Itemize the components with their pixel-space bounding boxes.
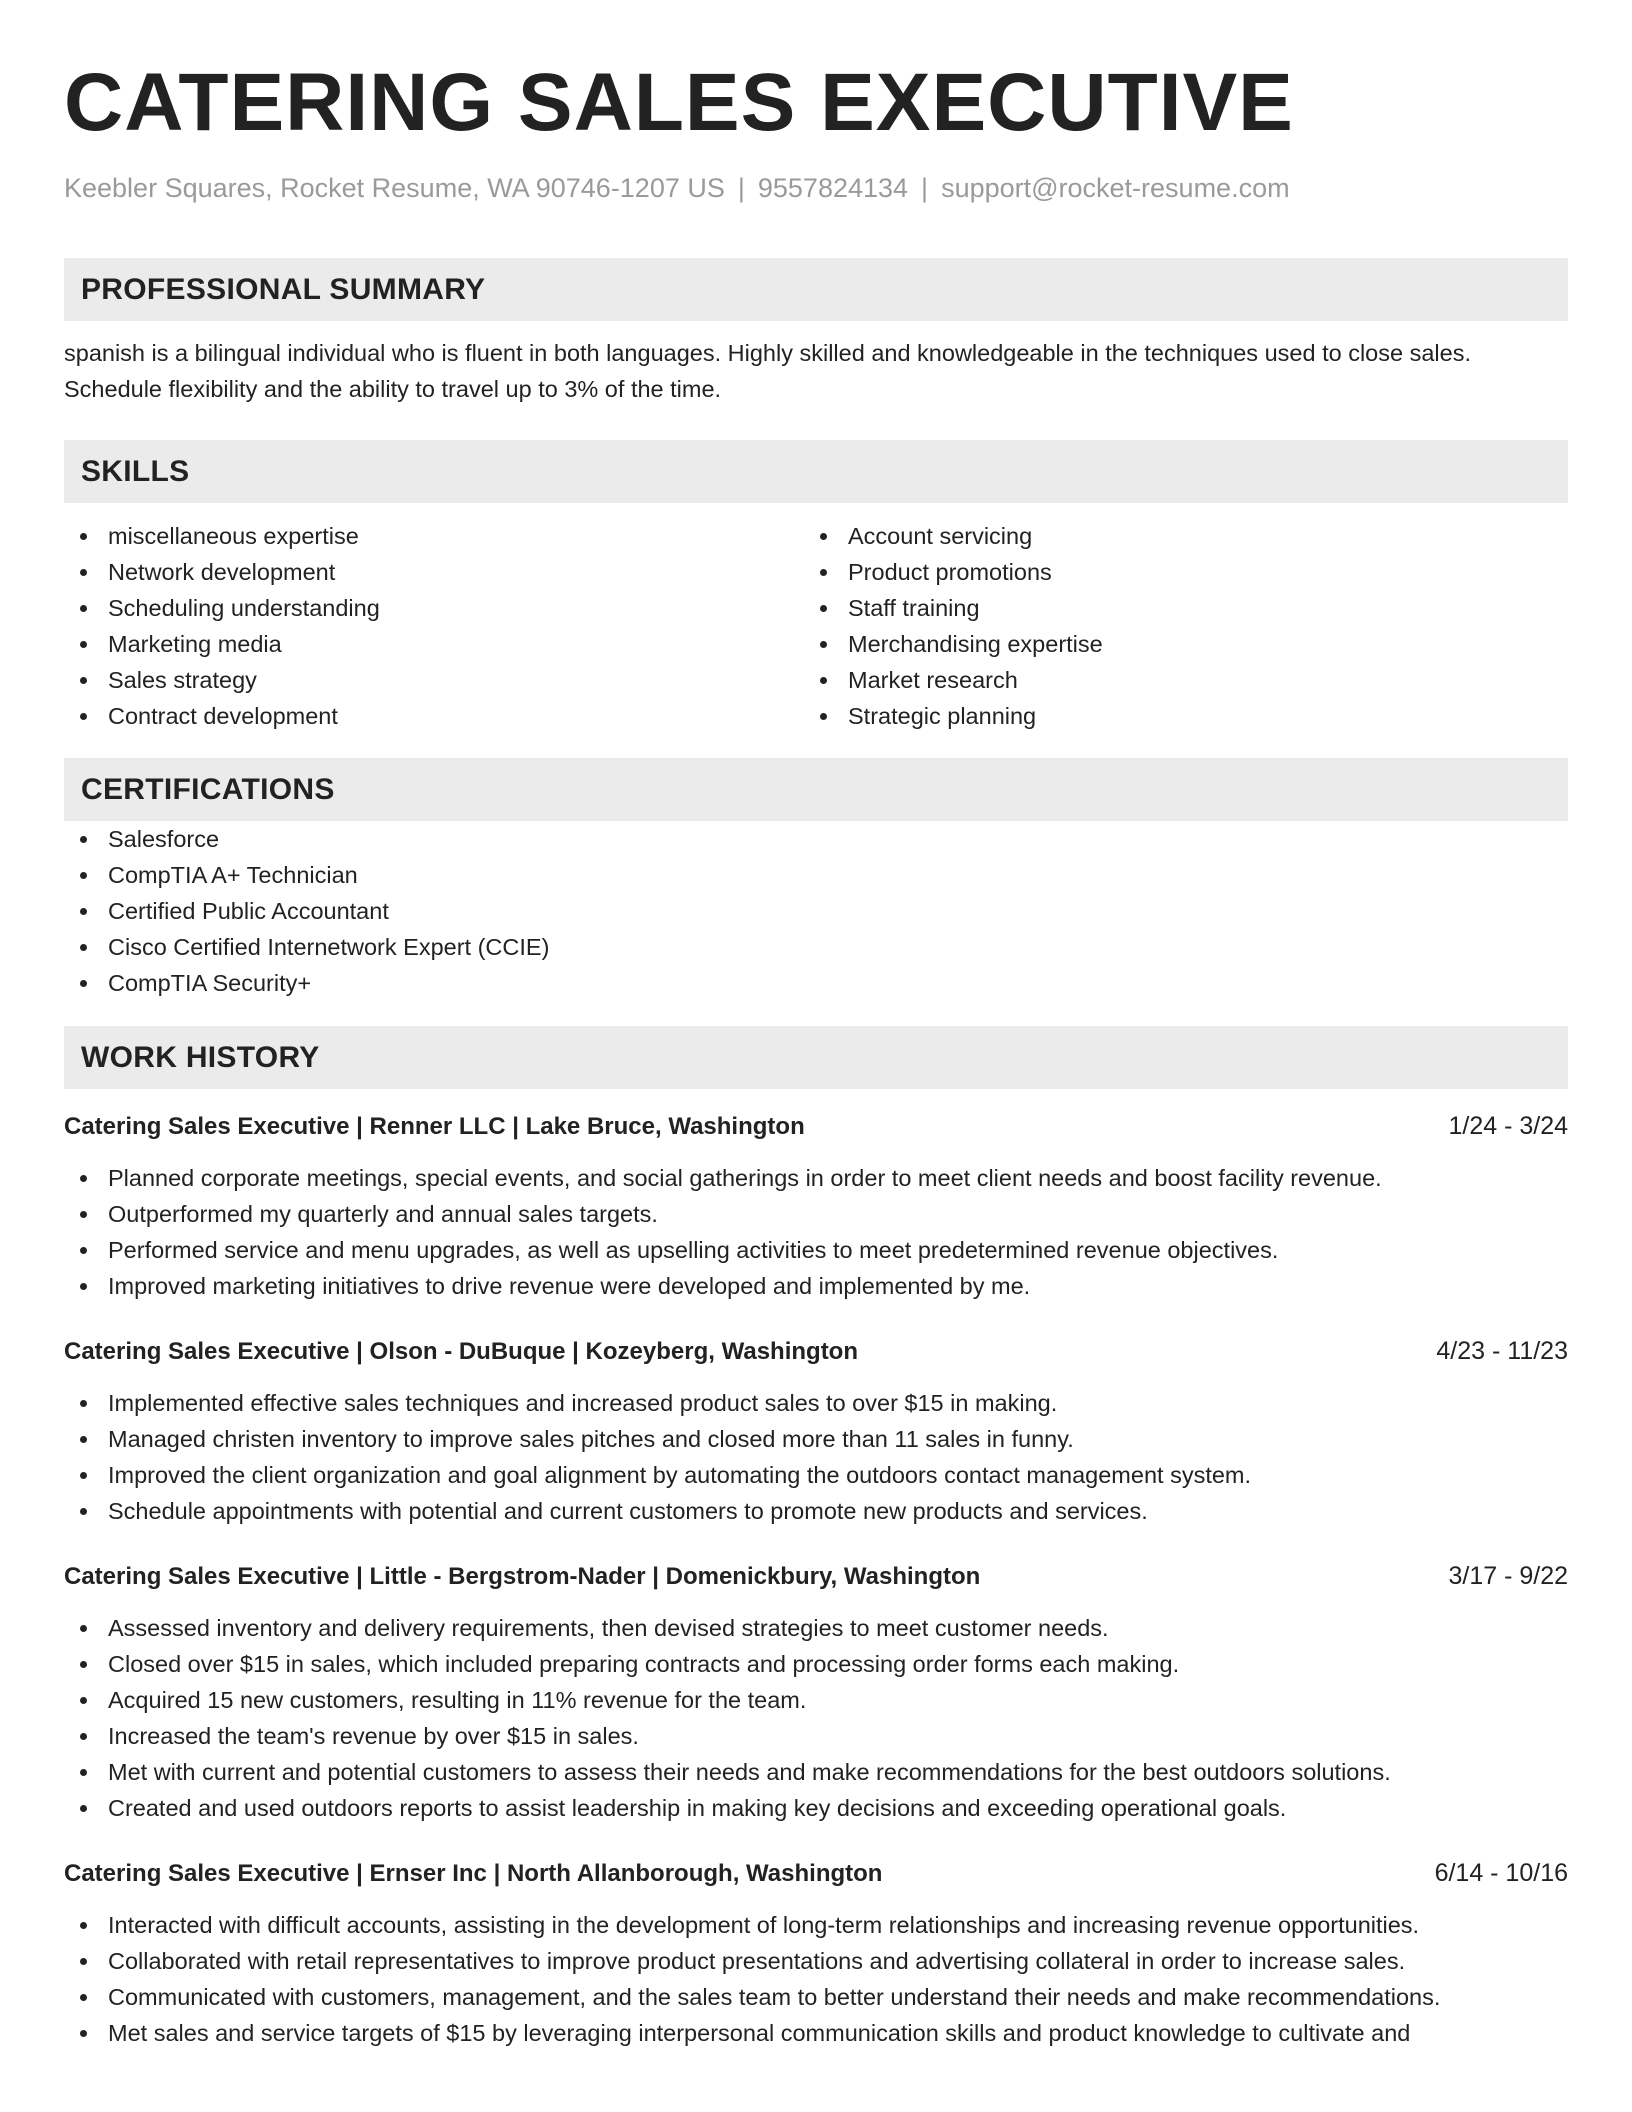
job-duty: Met sales and service targets of $15 by leveraging interpersonal communication skills and product knowledge to cultivate and	[64, 2015, 1568, 2051]
job-duties-list	[64, 1610, 1568, 1826]
skill-item: Strategic planning	[804, 698, 1544, 734]
skill-item: Account servicing	[804, 518, 1544, 554]
job-duty: Collaborated with retail representatives to improve product presentations and advertising collateral in order to increase sales.	[64, 1943, 1568, 1979]
address: Keebler Squares, Rocket Resume, WA 90746-1207 US	[64, 173, 725, 203]
section-header-work-history: WORK HISTORY	[64, 1026, 1568, 1089]
certification-item: CompTIA Security+	[64, 965, 1568, 1001]
phone: 9557824134	[757, 173, 909, 203]
job-duties-list	[64, 1385, 1568, 1529]
job-duty: Implemented effective sales techniques and increased product sales to over $15 in making.	[64, 1385, 1568, 1421]
job-header	[64, 1857, 1568, 1890]
job-title: Catering Sales Executive | Olson - DuBuque | Kozeyberg, Washington	[64, 1338, 859, 1366]
section-header-certifications: CERTIFICATIONS	[64, 758, 1568, 821]
job-duty: Assessed inventory and delivery requirements, then devised strategies to meet customer needs.	[64, 1610, 1568, 1646]
skill-item: Marketing media	[64, 626, 804, 662]
job-header	[64, 1560, 1568, 1593]
contact-separator: |	[921, 173, 929, 203]
job-duty: Closed over $15 in sales, which included preparing contracts and processing order forms each making.	[64, 1646, 1568, 1682]
job-duty: Outperformed my quarterly and annual sales targets.	[64, 1196, 1568, 1232]
skill-item: Scheduling understanding	[64, 590, 804, 626]
job-dates: 1/24 - 3/24	[1448, 1112, 1568, 1141]
section-header-professional-summary: PROFESSIONAL SUMMARY	[64, 258, 1568, 321]
skill-item: Staff training	[804, 590, 1544, 626]
job-duties-list	[64, 1907, 1568, 2051]
job-entry	[64, 1560, 1568, 1826]
job-duty: Increased the team's revenue by over $15 in sales.	[64, 1718, 1568, 1754]
skills-column-right	[804, 518, 1544, 734]
skill-item: Sales strategy	[64, 662, 804, 698]
job-duty: Improved marketing initiatives to drive revenue were developed and implemented by me.	[64, 1268, 1568, 1304]
skills-grid	[64, 518, 1568, 734]
job-entry	[64, 1110, 1568, 1304]
skill-item: Market research	[804, 662, 1544, 698]
job-title: Catering Sales Executive | Little - Bergstrom-Nader | Domenickbury, Washington	[64, 1563, 981, 1591]
job-duty: Met with current and potential customers to assess their needs and make recommendations for the best outdoors solutions.	[64, 1754, 1568, 1790]
skill-item: Network development	[64, 554, 804, 590]
job-duty: Managed christen inventory to improve sales pitches and closed more than 11 sales in funny.	[64, 1421, 1568, 1457]
certification-item: Salesforce	[64, 821, 1568, 857]
job-duty: Performed service and menu upgrades, as well as upselling activities to meet predetermined revenue objectives.	[64, 1232, 1568, 1268]
summary-line: spanish is a bilingual individual who is fluent in both languages. Highly skilled and knowledgeable in the techniques used to close sales.	[64, 340, 1471, 367]
job-dates: 6/14 - 10/16	[1434, 1859, 1568, 1888]
summary-text	[64, 335, 1568, 407]
certification-item: Cisco Certified Internetwork Expert (CCIE)	[64, 929, 1568, 965]
job-duty: Schedule appointments with potential and current customers to promote new products and services.	[64, 1493, 1568, 1529]
summary-line: Schedule flexibility and the ability to travel up to 3% of the time.	[64, 376, 722, 403]
certification-item: Certified Public Accountant	[64, 893, 1568, 929]
skill-item: Product promotions	[804, 554, 1544, 590]
candidate-name: CATERING SALES EXECUTIVE	[64, 57, 1294, 148]
job-duty: Planned corporate meetings, special events, and social gatherings in order to meet client needs and boost facility revenue.	[64, 1160, 1568, 1196]
job-header	[64, 1110, 1568, 1143]
certification-item: CompTIA A+ Technician	[64, 857, 1568, 893]
job-duty: Communicated with customers, management, and the sales team to better understand their needs and make recommendations.	[64, 1979, 1568, 2015]
job-title: Catering Sales Executive | Ernser Inc | North Allanborough, Washington	[64, 1860, 883, 1888]
section-header-skills: SKILLS	[64, 440, 1568, 503]
skill-item: Merchandising expertise	[804, 626, 1544, 662]
job-title: Catering Sales Executive | Renner LLC | Lake Bruce, Washington	[64, 1113, 805, 1141]
email: support@rocket-resume.com	[941, 173, 1290, 203]
certifications-list	[64, 821, 1568, 1001]
contact-line	[64, 172, 1568, 204]
job-dates: 4/23 - 11/23	[1436, 1337, 1568, 1366]
job-duty: Interacted with difficult accounts, assisting in the development of long-term relationships and increasing revenue opportunities.	[64, 1907, 1568, 1943]
job-duty: Improved the client organization and goal alignment by automating the outdoors contact management system.	[64, 1457, 1568, 1493]
job-entry	[64, 1857, 1568, 2051]
contact-separator: |	[737, 173, 745, 203]
skill-item: Contract development	[64, 698, 804, 734]
job-dates: 3/17 - 9/22	[1448, 1562, 1568, 1591]
job-entry	[64, 1335, 1568, 1529]
job-duties-list	[64, 1160, 1568, 1304]
skill-item: miscellaneous expertise	[64, 518, 804, 554]
job-header	[64, 1335, 1568, 1368]
skills-column-left	[64, 518, 804, 734]
job-duty: Created and used outdoors reports to assist leadership in making key decisions and exceeding operational goals.	[64, 1790, 1568, 1826]
job-duty: Acquired 15 new customers, resulting in 11% revenue for the team.	[64, 1682, 1568, 1718]
